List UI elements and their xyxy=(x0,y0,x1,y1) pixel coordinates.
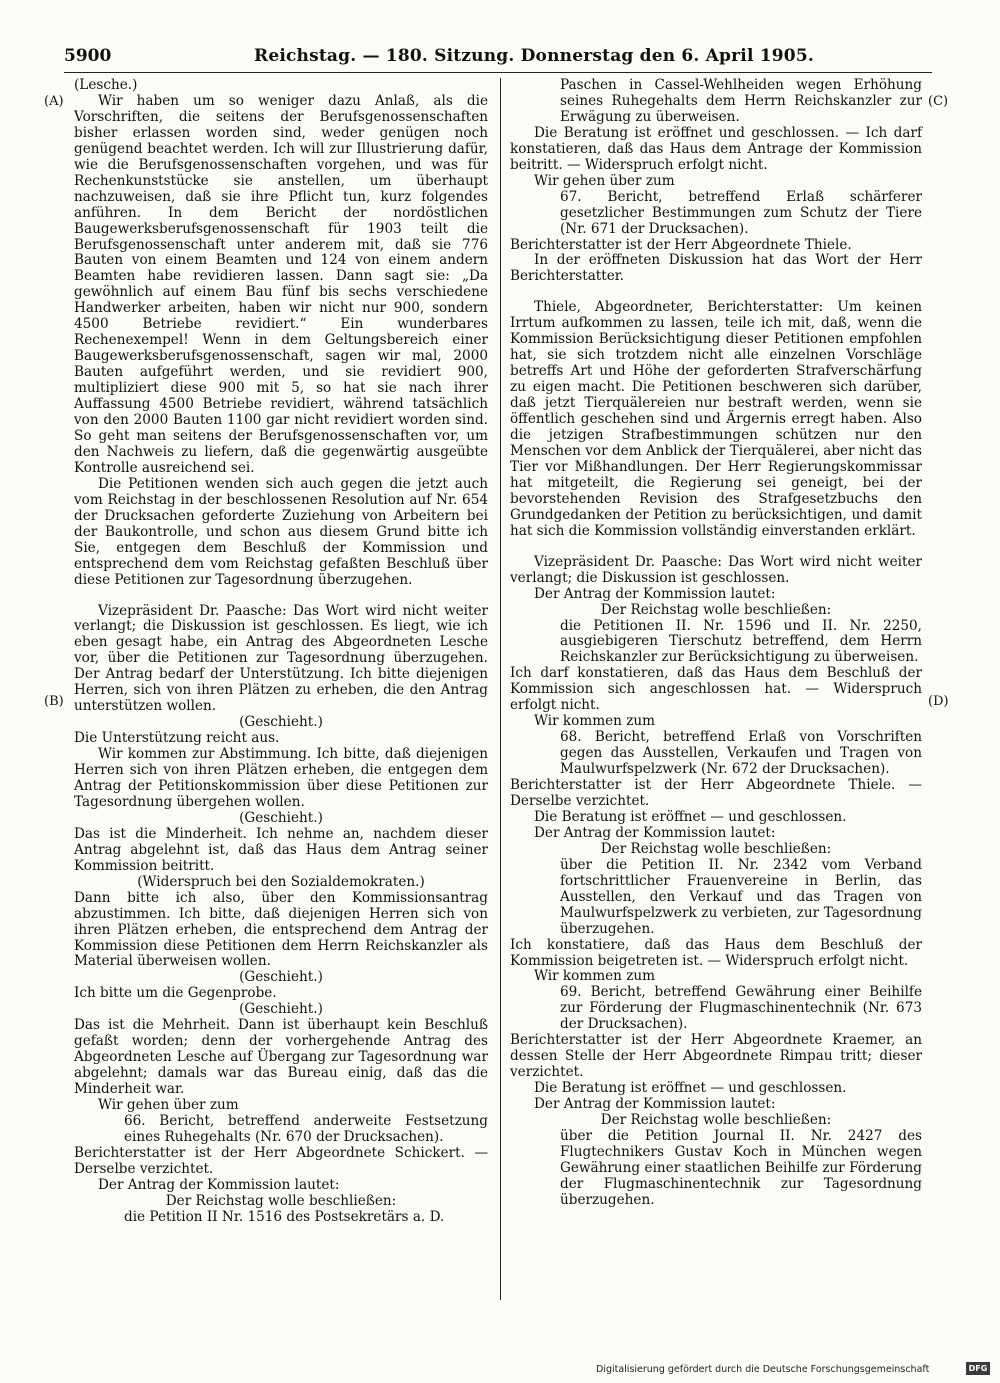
margin-mark-c: (C) xyxy=(928,94,949,109)
agenda-item: 69. Bericht, betreffend Gewährung einer Beihilfe zur Förderung der Flugmaschinentechnik (Nr. 673 der Drucksachen). xyxy=(560,984,922,1033)
motion-text: über die Petition Journal II. Nr. 2427 des Flugtechnikers Gustav Koch in München wegen Gewährung einer staatlichen Beihilfe zur Förderung der Flugmaschinentechnik zur Tagesordnung überzugehen. xyxy=(560,1128,922,1208)
stage-note: (Geschieht.) xyxy=(239,969,323,986)
paragraph: Die Beratung ist eröffnet und geschlossen. — Ich darf konstatieren, daß das Haus dem Antrage der Kommission beitritt. — Widerspruch erfolgt nicht. xyxy=(510,124,922,173)
stage-note: (Geschieht.) xyxy=(239,714,323,731)
paragraph: Wir gehen über zum xyxy=(98,1097,239,1114)
paragraph: Berichterstatter ist der Herr Abgeordnete Thiele. xyxy=(510,236,852,253)
paragraph: Berichterstatter ist der Herr Abgeordnete Thiele. — Derselbe verzichtet. xyxy=(510,777,922,809)
paragraph: Ich darf konstatieren, daß das Haus dem Beschluß der Kommission sich angeschlossen hat. — Widerspruch erfolgt nicht. xyxy=(510,665,922,714)
stage-note: (Geschieht.) xyxy=(239,1001,323,1018)
paragraph: Wir kommen zur Abstimmung. Ich bitte, daß diejenigen Herren sich von ihren Plätzen erheben, die entgegen dem Antrag der Petitionskommission über diese Petitionen zur Tagesordnung übergehen wollen. xyxy=(74,746,488,810)
running-title: Reichstag. — 180. Sitzung. Donnerstag den 6. April 1905. xyxy=(254,46,814,66)
paragraph: Wir kommen zum xyxy=(534,968,656,985)
paragraph: Berichterstatter ist der Herr Abgeordnete Kraemer, an dessen Stelle der Herr Abgeordnete Rimpau tritt; dieser verzichtet. xyxy=(510,1032,922,1081)
paragraph: Wir haben um so weniger dazu Anlaß, als die Vorschriften, die seitens der Berufsgenossenschaften bisher erlassen worden sind, weder genügen noch genügend beachtet werden. Ich will zur Illustrierung dafür, wie die Berufsgenossenschaften vorgehen, und was für Rechenkunststücke sie anstellen, um überhaupt nachzuweisen, daß sie ihre Pflicht tun, kurz folgendes anführen. In dem Bericht der nordöstlichen Baugewerksberufsgenossenschaft für 1903 teilt die Berufsgenossenschaft unter anderem mit, daß sie 776 Bauten von einem Beamten und 124 von einem andern Beamten habe revidieren lassen. Dann sagt sie: „Da gewöhnlich auf einem Bau fünf bis sechs verschiedene Handwerker arbeiten, haben wir nicht nur 900, sondern 4500 Betriebe revidiert.“ Ein wunderbares Rechenexempel! Wenn in dem Geltungsbereich einer Baugewerksberufsgenossenschaft, sagen wir mal, 2000 Bauten aufgeführt werden, und sie revidiert 900, multipliziert diese 900 mit 5, so hat sie nach ihrer Auffassung 4500 Betriebe revidiert, während tatsächlich von den 2000 Bauten 1100 gar nicht revidiert worden sind. So geht man seitens der Berufsgenossenschaften vor, um den Nachweis zu liefern, daß die gegenwärtig ausgeübte Kontrolle ausreichend sei. xyxy=(74,92,488,476)
paragraph: Vizepräsident Dr. Paasche: Das Wort wird nicht weiter verlangt; die Diskussion ist geschlossen. Es liegt, wie ich eben gesagt habe, ein Antrag des Abgeordneten Lesche vor, über die Petitionen zur Tagesordnung überzugehen. Der Antrag bedarf der Unterstützung. Ich bitte diejenigen Herren, sich von ihren Plätzen zu erheben, die den Antrag unterstützen wollen. xyxy=(74,602,488,715)
paragraph: Wir gehen über zum xyxy=(534,172,675,189)
agenda-item: 68. Bericht, betreffend Erlaß von Vorschriften gegen das Ausstellen, Verkaufen und Tragen von Maulwurfspelzwerk (Nr. 672 der Drucksachen). xyxy=(560,729,922,778)
paragraph: Der Antrag der Kommission lautet: xyxy=(534,824,776,841)
paragraph: Die Unterstützung reicht aus. xyxy=(74,730,280,747)
paragraph: Berichterstatter ist der Herr Abgeordnete Schickert. — Derselbe verzichtet. xyxy=(74,1144,488,1177)
paragraph: Das ist die Minderheit. Ich nehme an, nachdem dieser Antrag abgelehnt ist, daß das Haus dem Antrag seiner Kommission beitritt. xyxy=(74,825,488,874)
stage-note: (Geschieht.) xyxy=(239,809,323,826)
paragraph: Der Antrag der Kommission lautet: xyxy=(534,1096,776,1113)
paragraph: Dann bitte ich also, über den Kommissionsantrag abzustimmen. Ich bitte, daß diejenigen Herren sich von ihren Plätzen erheben, die entsprechend dem Antrag der Kommission diese Petitionen dem Herrn Reichskanzler als Material überweisen wollen. xyxy=(74,889,488,970)
paragraph: Ich konstatiere, daß das Haus dem Beschluß der Kommission beigetreten ist. — Widerspruch erfolgt nicht. xyxy=(510,936,922,969)
paragraph: Vizepräsident Dr. Paasche: Das Wort wird nicht weiter verlangt; die Diskussion ist geschlossen. xyxy=(510,553,922,586)
paragraph: Die Beratung ist eröffnet — und geschlossen. xyxy=(534,808,847,825)
motion-text: Paschen in Cassel-Wehlheiden wegen Erhöhung seines Ruhegehalts dem Herrn Reichskanzler zur Erwägung zu überweisen. xyxy=(560,77,922,125)
agenda-item: 67. Bericht, betreffend Erlaß schärferer gesetzlicher Bestimmungen zum Schutz der Tiere (Nr. 671 der Drucksachen). xyxy=(560,188,922,237)
left-column xyxy=(74,78,488,1226)
paragraph: Thiele, Abgeordneter, Berichterstatter: Um keinen Irrtum aufkommen zu lassen, teile ich mit, daß, wenn die Kommission Berücksichtigung dieser Petitionen empfohlen hat, sie sich trotzdem nicht alle einzelnen Vorschläge betreffs Art und Höhe der geforderten Strafverschärfung zu eigen macht. Die Petitionen beschweren sich darüber, daß jetzt Tierquälereien nur bestraft werden, wenn sie öffentlich geschehen sind und Ärgernis erregt haben. Also die jetzigen Strafbestimmungen schützen nur den Menschen vor dem Anblick der Tierquälerei, aber nicht das Tier vor Mißhandlungen. Der Herr Regierungskommissar hat mitgeteilt, die Regierung sei geneigt, bei der bevorstehenden Revision des Strafgesetzbuchs den Grundgedanken der Petition zu berücksichtigen, und damit hat sich die Kommission vollständig einverstanden erklärt. xyxy=(510,299,922,539)
speaker-note: (Lesche.) xyxy=(74,77,138,93)
paragraph: Das ist die Mehrheit. Dann ist überhaupt kein Beschluß gefaßt worden; denn der vorhergehende Antrag des Abgeordneten Lesche auf Übergang zur Tagesordnung war abgelehnt; damals war das Bureau einig, daß das die Minderheit war. xyxy=(74,1017,488,1098)
paragraph: Der Antrag der Kommission lautet: xyxy=(98,1176,340,1193)
page-number: 5900 xyxy=(64,46,112,66)
right-column xyxy=(510,78,922,1209)
motion-text: die Petition II Nr. 1516 des Postsekretärs a. D. xyxy=(124,1208,445,1225)
paragraph: Ich bitte um die Gegenprobe. xyxy=(74,985,277,1002)
dfg-logo: DFG xyxy=(966,1362,990,1375)
motion-text: über die Petition II. Nr. 2342 vom Verband fortschrittlicher Frauenvereine in Berlin, das Ausstellen, den Verkauf und das Tragen von Maulwurfspelzwerk zu verbieten, zur Tagesordnung überzugehen. xyxy=(560,856,922,937)
margin-mark-d: (D) xyxy=(928,694,949,709)
paragraph: Wir kommen zum xyxy=(534,713,656,730)
digitization-credit: Digitalisierung gefördert durch die Deutsche Forschungsgemeinschaft xyxy=(596,1364,930,1375)
margin-mark-a: (A) xyxy=(44,94,64,109)
paragraph: Die Petitionen wenden sich auch gegen die jetzt auch vom Reichstag in der beschlossenen Resolution auf Nr. 654 der Drucksachen geforderte Zuziehung von Arbeitern bei der Baukontrolle, und schon aus diesem Grund bitte ich Sie, entgegen dem Beschluß der Kommission und entsprechend dem vom Reichstag gefaßten Beschluß über diese Petitionen zur Tagesordnung überzugehen. xyxy=(74,475,488,588)
margin-mark-b: (B) xyxy=(44,694,64,709)
agenda-item: 66. Bericht, betreffend anderweite Festsetzung eines Ruhegehalts (Nr. 670 der Drucksachen). xyxy=(124,1113,488,1145)
motion-heading: Der Reichstag wolle beschließen: xyxy=(600,840,832,857)
motion-heading: Der Reichstag wolle beschließen: xyxy=(600,601,832,618)
paragraph: Die Beratung ist eröffnet — und geschlossen. xyxy=(534,1080,847,1097)
stage-note: (Widerspruch bei den Sozialdemokraten.) xyxy=(137,873,425,890)
paragraph: Der Antrag der Kommission lautet: xyxy=(534,585,776,602)
header-rule xyxy=(64,72,932,73)
page-header xyxy=(64,46,932,72)
paragraph: In der eröffneten Diskussion hat das Wort der Herr Berichterstatter. xyxy=(510,252,922,285)
motion-text: die Petitionen II. Nr. 1596 und II. Nr. 2250, ausgiebigeren Tierschutz betreffend, dem Herrn Reichskanzler zur Berücksichtigung zu überweisen. xyxy=(560,617,922,666)
column-divider xyxy=(500,78,501,1300)
motion-heading: Der Reichstag wolle beschließen: xyxy=(165,1192,397,1209)
motion-heading: Der Reichstag wolle beschließen: xyxy=(600,1112,832,1129)
